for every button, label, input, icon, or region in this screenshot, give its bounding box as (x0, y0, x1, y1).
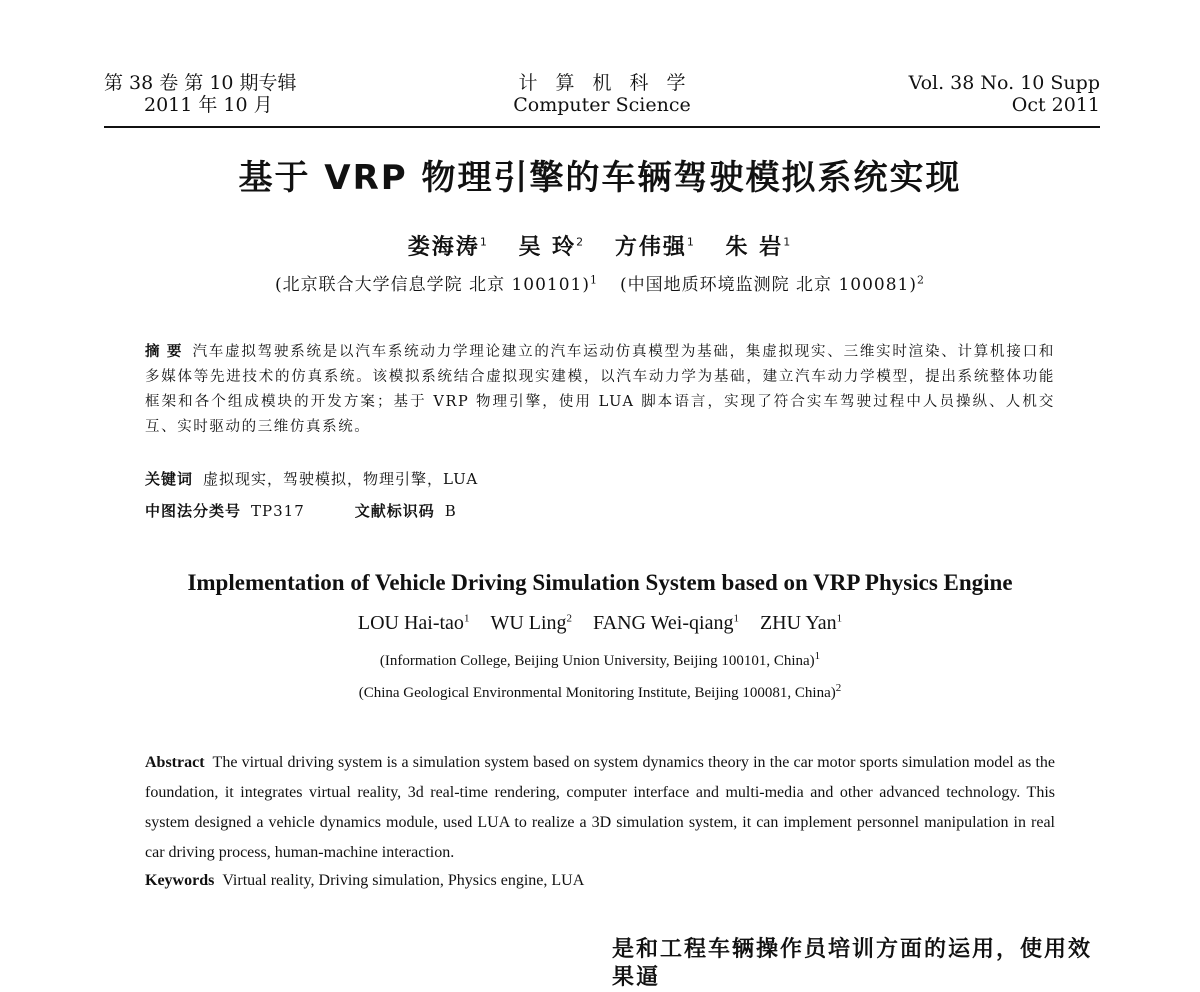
authors-en (0, 612, 1200, 635)
abstract-cn-label: 摘 要 (145, 344, 183, 360)
affiliation-text: (中国地质环境监测院 北京 100081) (620, 275, 917, 295)
author-name: 吴 玲 (518, 235, 577, 260)
issue-volume: 第 38 卷 第 10 期专辑 (104, 72, 297, 94)
keywords-en-text: Virtual reality, Driving simulation, Physics engine, LUA (222, 872, 585, 889)
clc-value: TP317 (251, 502, 305, 520)
doc-code-label: 文献标识码 (354, 502, 435, 520)
author-en-1 (358, 612, 470, 634)
abstract-en-label: Abstract (145, 754, 205, 771)
journal-name-en: Computer Science (513, 94, 691, 116)
affiliation-cn-2 (620, 275, 925, 295)
date-en: Oct 2011 (1011, 94, 1100, 116)
affiliation-en-1 (0, 650, 1200, 670)
affiliation-text: (China Geological Environmental Monitoring Institute, Beijing 100081, China) (358, 685, 836, 701)
author-en-4 (760, 612, 842, 634)
author-sup: 1 (686, 235, 696, 249)
header-rule (104, 126, 1100, 128)
affiliation-text: (北京联合大学信息学院 北京 100101) (275, 275, 590, 295)
author-sup: 2 (566, 612, 573, 625)
title-en: Implementation of Vehicle Driving Simulation System based on VRP Physics Engine (187, 570, 1013, 595)
volume-en: Vol. 38 No. 10 Supp (908, 72, 1100, 94)
keywords-en-label: Keywords (145, 872, 215, 889)
author-name: LOU Hai-tao (357, 612, 464, 634)
author-sup: 1 (733, 612, 739, 625)
body-text-peek: 是和工程车辆操作员培训方面的运用，使用效果逼 (612, 937, 1093, 990)
keywords-cn (145, 468, 478, 489)
author-cn-1 (408, 235, 489, 260)
author-sup: 1 (463, 612, 470, 625)
author-name: 朱 岩 (725, 235, 784, 260)
author-sup: 1 (479, 235, 489, 249)
author-name: 娄海涛 (407, 235, 480, 260)
author-sup: 2 (576, 235, 586, 249)
author-cn-3 (615, 235, 696, 260)
author-name: 方伟强 (614, 235, 687, 260)
affiliation-sup: 2 (916, 273, 925, 287)
affiliations-cn (0, 270, 1200, 295)
author-sup: 1 (783, 235, 793, 249)
keywords-en (145, 872, 584, 890)
author-name: FANG Wei-qiang (593, 612, 734, 634)
affiliation-en-2 (0, 682, 1200, 702)
keywords-cn-label: 关键词 (145, 470, 194, 488)
author-cn-2 (518, 235, 585, 260)
issue-date: 2011 年 10 月 (144, 94, 273, 116)
clc-label: 中图法分类号 (145, 502, 242, 520)
abstract-cn-text: 汽车虚拟驾驶系统是以汽车系统动力学理论建立的汽车运动仿真模型为基础，集虚拟现实、三维实时渲染、计算机接口和多媒体等先进技术的仿真系统。该模拟系统结合虚拟现实建模，以汽车动力学为基础，建立汽车动力学模型，提出系统整体功能框架和各个组成模块的开发方案；基于 VRP 物理引擎，使用 LUA 脚本语言，实现了符合实车驾驶过程中人员操纵、人机交互、实时驱动的三维仿真系统。 (145, 344, 1055, 435)
author-cn-4 (726, 235, 793, 260)
abstract-cn (145, 340, 1055, 440)
author-en-2 (490, 612, 572, 634)
affiliation-sup: 1 (814, 650, 821, 662)
volume-info-en (909, 72, 1100, 116)
journal-name-cn: 计算机科学 (518, 72, 704, 94)
author-name: ZHU Yan (759, 612, 837, 634)
affiliation-sup: 2 (835, 682, 842, 694)
author-sup: 1 (836, 612, 843, 625)
abstract-en-text: The virtual driving system is a simulation system based on system dynamics theory in the car motor sports simulation model as the foundation, it integrates virtual reality, 3d real-time rendering, computer interface and multi-media and other advanced technology. This system designed a vehicle dynamics module, used LUA to realize a 3D simulation system, it can implement personnel manipulation in real car driving process, human-machine interaction. (145, 754, 1055, 861)
affiliation-text: (Information College, Beijing Union University, Beijing 100101, China) (379, 653, 815, 669)
author-en-3 (593, 612, 739, 634)
author-name: WU Ling (490, 612, 567, 634)
keywords-cn-text: 虚拟现实，驾驶模拟，物理引擎，LUA (203, 470, 479, 488)
classification-row (145, 500, 457, 521)
authors-cn (0, 230, 1200, 261)
title-cn: 基于 VRP 物理引擎的车辆驾驶模拟系统实现 (238, 158, 962, 198)
journal-header (104, 72, 1100, 126)
abstract-en (145, 748, 1055, 868)
affiliation-sup: 1 (590, 273, 598, 287)
affiliation-cn-1 (275, 275, 598, 295)
doc-code-value: B (444, 502, 457, 520)
